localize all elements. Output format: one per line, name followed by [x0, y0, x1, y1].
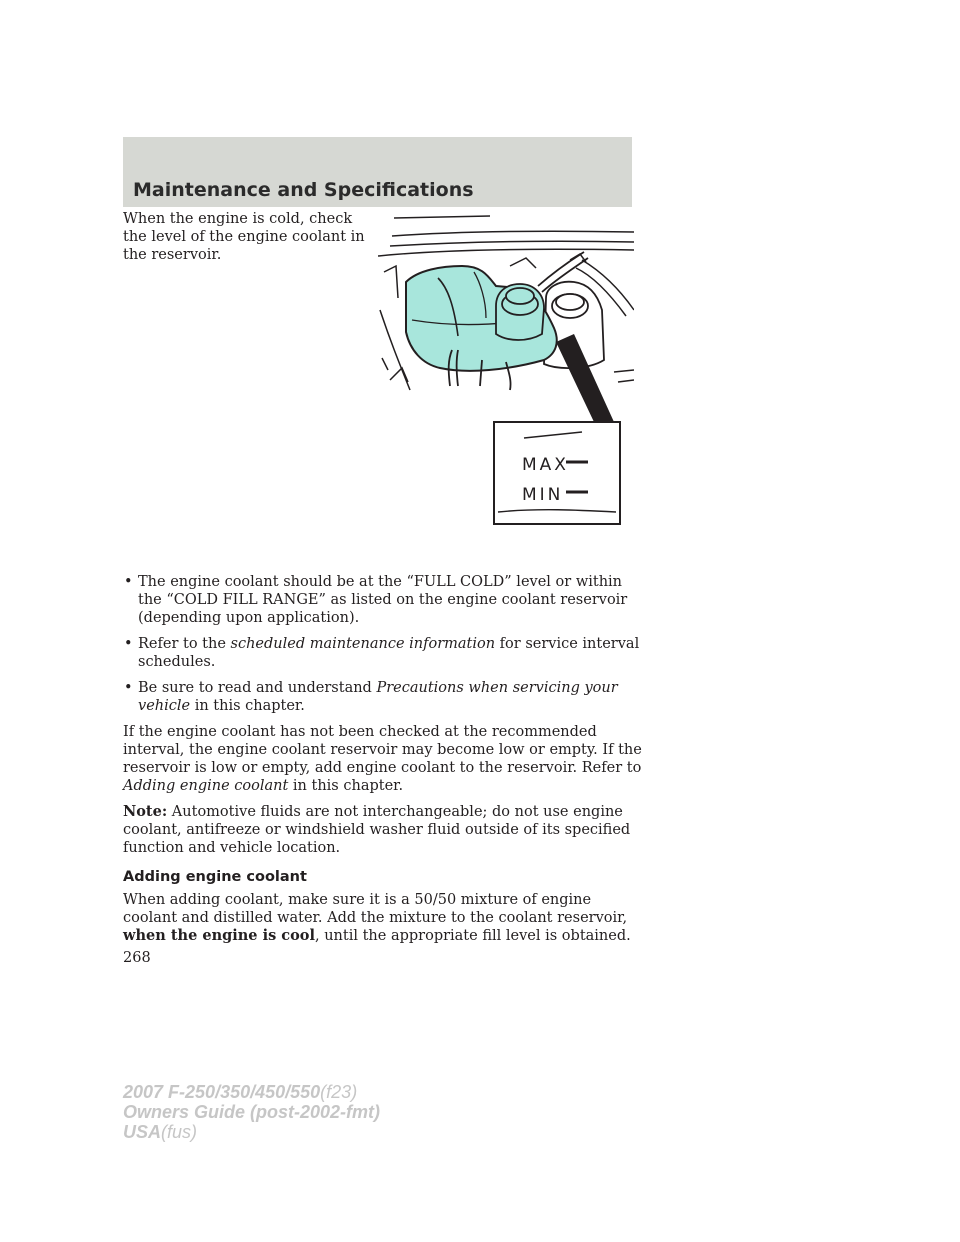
emphasis-text: when the engine is cool — [123, 927, 315, 944]
bullet-dot: • — [124, 574, 133, 590]
coolant-reservoir-illustration — [378, 210, 634, 528]
footer-line-model — [123, 1082, 380, 1102]
bullet-text-before: Refer to the — [138, 636, 231, 652]
bullet-item — [123, 635, 643, 671]
bullet-text-before: Be sure to read and understand — [138, 680, 377, 696]
note-label: Note: — [123, 803, 168, 820]
note-paragraph — [123, 803, 643, 857]
bullet-text-after: for service interval schedules. — [138, 636, 640, 670]
section-header-band — [123, 137, 632, 207]
footer-line-market — [123, 1122, 380, 1142]
adding-coolant-paragraph — [123, 891, 643, 945]
footer-line-guide — [123, 1102, 380, 1122]
note-text: Automotive fluids are not interchangeable; do not use engine coolant, antifreeze or windshield washer fluid outside of its specified function and vehicle location. — [123, 804, 631, 856]
reservoir-drawing — [378, 210, 634, 528]
bullet-text-after: in this chapter. — [190, 698, 305, 714]
paragraph-text: , until the appropriate fill level is obtained. — [314, 928, 631, 944]
footer-market: USA — [123, 1122, 162, 1142]
bullet-dot: • — [124, 680, 133, 696]
bullet-text: The engine coolant should be at the “FULL COLD” level or within the “COLD FILL RANGE” as listed on the engine coolant reservoir (depending upon application). — [138, 574, 628, 626]
section-heading: Adding engine coolant — [123, 869, 307, 885]
intro-paragraph: When the engine is cold, check the level of the engine coolant in the reservoir. — [123, 211, 365, 263]
page-number: 268 — [123, 950, 151, 966]
cross-reference-adding-coolant: Adding engine coolant — [123, 778, 289, 794]
min-label: MIN — [522, 485, 564, 505]
footer-guide: Owners Guide (post-2002-fmt) — [123, 1102, 381, 1122]
paragraph-text: If the engine coolant has not been checked at the recommended interval, the engine coolant reservoir may become low or empty. If the reservoir is low or empty, add engine coolant to the reservoir. Refer to — [123, 724, 642, 776]
footer-model: 2007 F-250/350/450/550 — [123, 1082, 321, 1102]
main-content — [123, 573, 643, 945]
bullet-item — [123, 573, 643, 627]
max-label: MAX — [522, 455, 569, 475]
cross-reference-scheduled-maintenance: scheduled maintenance information — [230, 636, 496, 652]
cross-reference-precautions: Precautions when servicing your vehicle — [138, 680, 618, 714]
footer-model-code: (f23) — [320, 1082, 358, 1102]
paragraph-text: When adding coolant, make sure it is a 50/50 mixture of engine coolant and distilled water. Add the mixture to the coolant reservoir, — [123, 892, 628, 926]
coolant-check-paragraph — [123, 723, 643, 795]
document-footer — [123, 1082, 380, 1142]
footer-market-code: (fus) — [161, 1122, 198, 1142]
bullet-list — [123, 573, 643, 715]
bullet-item — [123, 679, 643, 715]
paragraph-text: in this chapter. — [288, 778, 404, 794]
section-title: Maintenance and Specifications — [133, 179, 474, 201]
bullet-dot: • — [124, 636, 133, 652]
